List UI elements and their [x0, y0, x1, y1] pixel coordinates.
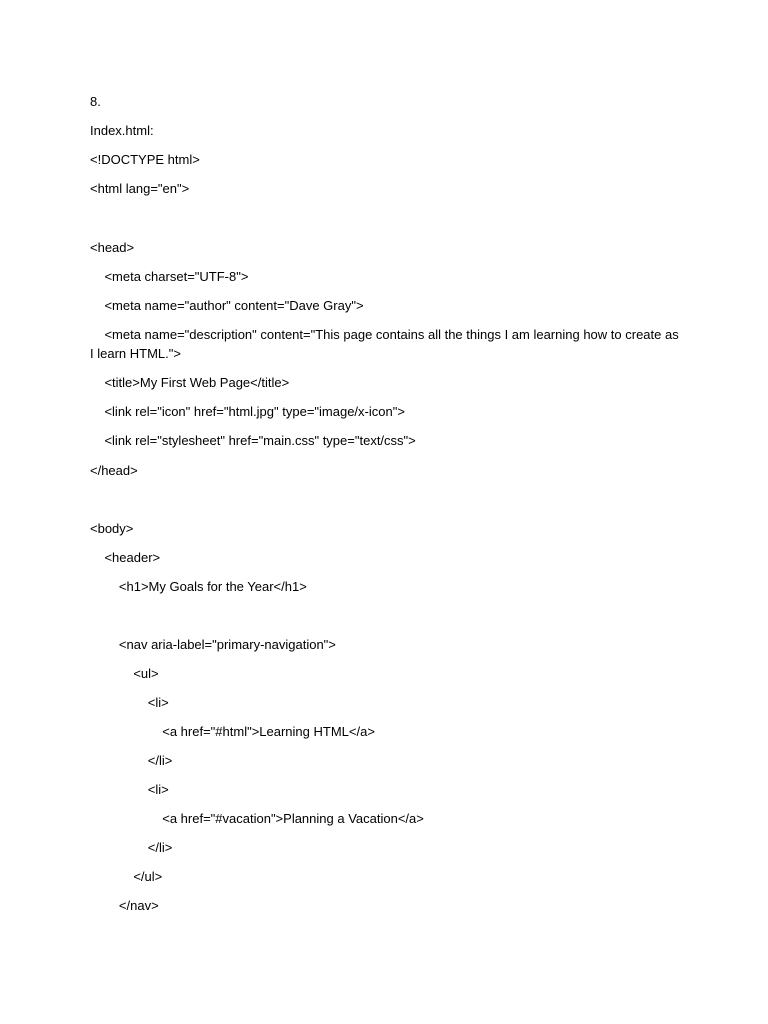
- code-line: </li>: [90, 753, 173, 768]
- file-name-heading: Index.html:: [90, 123, 154, 138]
- code-line: <link rel="stylesheet" href="main.css" type="text/css">: [90, 433, 416, 448]
- code-line: <header>: [90, 550, 161, 565]
- code-line: </nav>: [90, 898, 159, 913]
- code-line: <title>My First Web Page</title>: [90, 375, 290, 390]
- code-line: <meta name="author" content="Dave Gray">: [90, 298, 364, 313]
- section-number: 8.: [90, 94, 101, 109]
- code-line: <head>: [90, 240, 135, 255]
- code-line: <link rel="icon" href="html.jpg" type="image/x-icon">: [90, 404, 405, 419]
- code-line: <!DOCTYPE html>: [90, 152, 200, 167]
- code-line: </ul>: [90, 869, 163, 884]
- code-line: </head>: [90, 463, 138, 478]
- code-line: <li>: [90, 695, 169, 710]
- code-line: </li>: [90, 840, 173, 855]
- code-line: <h1>My Goals for the Year</h1>: [90, 579, 307, 594]
- code-line: <a href="#vacation">Planning a Vacation</a>: [90, 811, 424, 826]
- code-line: <meta name="description" content="This page contains all the things I am learning how to create as I learn HTML.">: [90, 327, 683, 361]
- code-line: <nav aria-label="primary-navigation">: [90, 637, 336, 652]
- code-line: <meta charset="UTF-8">: [90, 269, 249, 284]
- code-line: <a href="#html">Learning HTML</a>: [90, 724, 375, 739]
- code-line: <body>: [90, 521, 134, 536]
- code-line: <html lang="en">: [90, 181, 190, 196]
- code-line: <li>: [90, 782, 169, 797]
- code-line: <ul>: [90, 666, 159, 681]
